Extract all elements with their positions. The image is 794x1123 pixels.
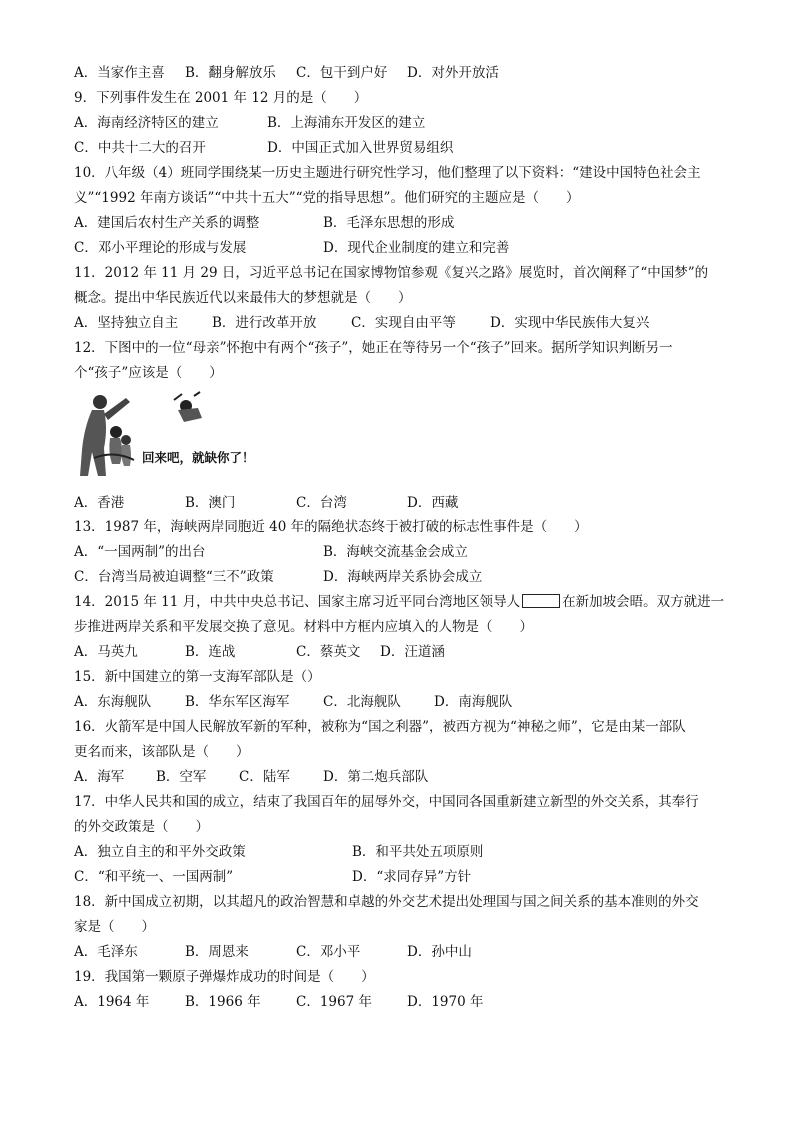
- option-b[interactable]: B．1966 年: [185, 994, 261, 1010]
- option-c[interactable]: C．中共十二大的召开: [74, 140, 206, 156]
- option-d[interactable]: D．对外开放活: [407, 65, 499, 81]
- q10-stem-line1: 10．八年级（4）班同学围绕某一历史主题进行研究性学习，他们整理了以下资料：“建设中国特色社会主: [74, 165, 701, 181]
- option-b[interactable]: B．华东军区海军: [185, 694, 290, 710]
- q11-stem-line2: 概念。提出中华民族近代以来最伟大的梦想就是（ ）: [74, 290, 412, 306]
- q11-stem-line1: 11．2012 年 11 月 29 日，习近平总书记在国家博物馆参观《复兴之路》展览时，首次阐释了“中国梦”的: [74, 265, 709, 281]
- option-a[interactable]: A．海军: [74, 769, 125, 785]
- option-d[interactable]: D．海峡两岸关系协会成立: [323, 569, 483, 585]
- option-d[interactable]: D．“求同存异”方针: [352, 869, 472, 885]
- option-b[interactable]: B．毛泽东思想的形成: [323, 215, 455, 231]
- q9-stem: 9．下列事件发生在 2001 年 12 月的是（ ）: [74, 90, 368, 106]
- option-b[interactable]: B．海峡交流基金会成立: [323, 544, 468, 560]
- option-a[interactable]: A．香港: [74, 495, 125, 511]
- option-c[interactable]: C．蔡英文: [296, 644, 361, 660]
- option-c[interactable]: C．邓小平: [296, 944, 361, 960]
- q14-stem-pre: 14．2015 年 11 月，中共中央总书记、国家主席习近平同台湾地区领导人: [74, 594, 521, 610]
- option-b[interactable]: B．连战: [185, 644, 236, 660]
- answer-blank-box: [522, 594, 560, 608]
- q14-stem-line1: [74, 593, 734, 611]
- q16-stem-line1: 16．火箭军是中国人民解放军新的军种，被称为“国之利器”，被西方视为“神秘之师”，它是由某一部队: [74, 719, 686, 735]
- option-a[interactable]: A．“一国两制”的出台: [74, 544, 206, 560]
- option-c[interactable]: C．包干到户好: [296, 65, 388, 81]
- mother-children-cartoon: [74, 388, 274, 480]
- option-a[interactable]: A．东海舰队: [74, 694, 152, 710]
- option-b[interactable]: B．澳门: [185, 495, 236, 511]
- option-d[interactable]: D．第二炮兵部队: [323, 769, 429, 785]
- option-b[interactable]: B．空军: [156, 769, 207, 785]
- option-a[interactable]: A．独立自主的和平外交政策: [74, 844, 246, 860]
- option-d[interactable]: D．实现中华民族伟大复兴: [490, 315, 650, 331]
- q12-stem-line1: 12．下图中的一位“母亲”怀抱中有两个“孩子”，她正在等待另一个“孩子”回来。据所学知识判断另一: [74, 340, 673, 356]
- option-c[interactable]: C．“和平统一、一国两制”: [74, 869, 234, 885]
- option-a[interactable]: A．1964 年: [74, 994, 150, 1010]
- q13-stem: 13．1987 年，海峡两岸同胞近 40 年的隔绝状态终于被打破的标志性事件是（ ）: [74, 519, 588, 535]
- option-a[interactable]: A．毛泽东: [74, 944, 138, 960]
- q10-stem-line2: 义”“1992 年南方谈话”“中共十五大”“党的指导思想”。他们研究的主题应是（ ）: [74, 190, 580, 206]
- option-d[interactable]: D．南海舰队: [434, 694, 513, 710]
- option-c[interactable]: C．台湾当局被迫调整“三不”政策: [74, 569, 274, 585]
- option-c[interactable]: C．陆军: [239, 769, 290, 785]
- q12-stem-line2: 个“孩子”应该是（ ）: [74, 365, 223, 381]
- option-d[interactable]: D．西藏: [407, 495, 459, 511]
- q17-stem-line2: 的外交政策是（ ）: [74, 819, 209, 835]
- q16-stem-line2: 更名而来，该部队是（ ）: [74, 744, 250, 760]
- q18-stem-line1: 18．新中国成立初期，以其超凡的政治智慧和卓越的外交艺术提出处理国与国之间关系的基本准则的外交: [74, 894, 699, 910]
- option-c[interactable]: C．1967 年: [296, 994, 372, 1010]
- cartoon-caption: 回来吧，就缺你了！: [142, 450, 255, 465]
- option-c[interactable]: C．实现自由平等: [351, 315, 456, 331]
- option-c[interactable]: C．台湾: [296, 495, 347, 511]
- option-d[interactable]: D．中国正式加入世界贸易组织: [267, 140, 454, 156]
- option-a[interactable]: A．马英九: [74, 644, 138, 660]
- option-b[interactable]: B．和平共处五项原则: [352, 844, 484, 860]
- option-a[interactable]: A．当家作主喜: [74, 65, 165, 81]
- q14-stem-line2: 步推进两岸关系和平发展交换了意见。材料中方框内应填入的人物是（ ）: [74, 619, 533, 635]
- option-c[interactable]: C．邓小平理论的形成与发展: [74, 240, 247, 256]
- option-d[interactable]: D．汪道涵: [380, 644, 445, 660]
- option-b[interactable]: B．周恩来: [185, 944, 249, 960]
- q17-stem-line1: 17．中华人民共和国的成立，结束了我国百年的屈辱外交，中国同各国重新建立新型的外交关系，其奉行: [74, 794, 699, 810]
- q15-stem: 15．新中国建立的第一支海军部队是（）: [74, 669, 321, 685]
- option-b[interactable]: B．翻身解放乐: [185, 65, 276, 81]
- option-b[interactable]: B．上海浦东开发区的建立: [267, 115, 426, 131]
- cartoon-drawing: [74, 388, 274, 480]
- option-a[interactable]: A．坚持独立自主: [74, 315, 179, 331]
- option-a[interactable]: A．海南经济特区的建立: [74, 115, 219, 131]
- q19-stem: 19．我国第一颗原子弹爆炸成功的时间是（ ）: [74, 969, 375, 985]
- option-a[interactable]: A．建国后农村生产关系的调整: [74, 215, 260, 231]
- option-d[interactable]: D．现代企业制度的建立和完善: [323, 240, 510, 256]
- option-d[interactable]: D．孙中山: [407, 944, 472, 960]
- option-c[interactable]: C．北海舰队: [323, 694, 401, 710]
- q14-stem-post: 在新加坡会晤。双方就进一: [562, 594, 725, 610]
- option-d[interactable]: D．1970 年: [407, 994, 484, 1010]
- q18-stem-line2: 家是（ ）: [74, 919, 155, 935]
- option-b[interactable]: B．进行改革开放: [212, 315, 317, 331]
